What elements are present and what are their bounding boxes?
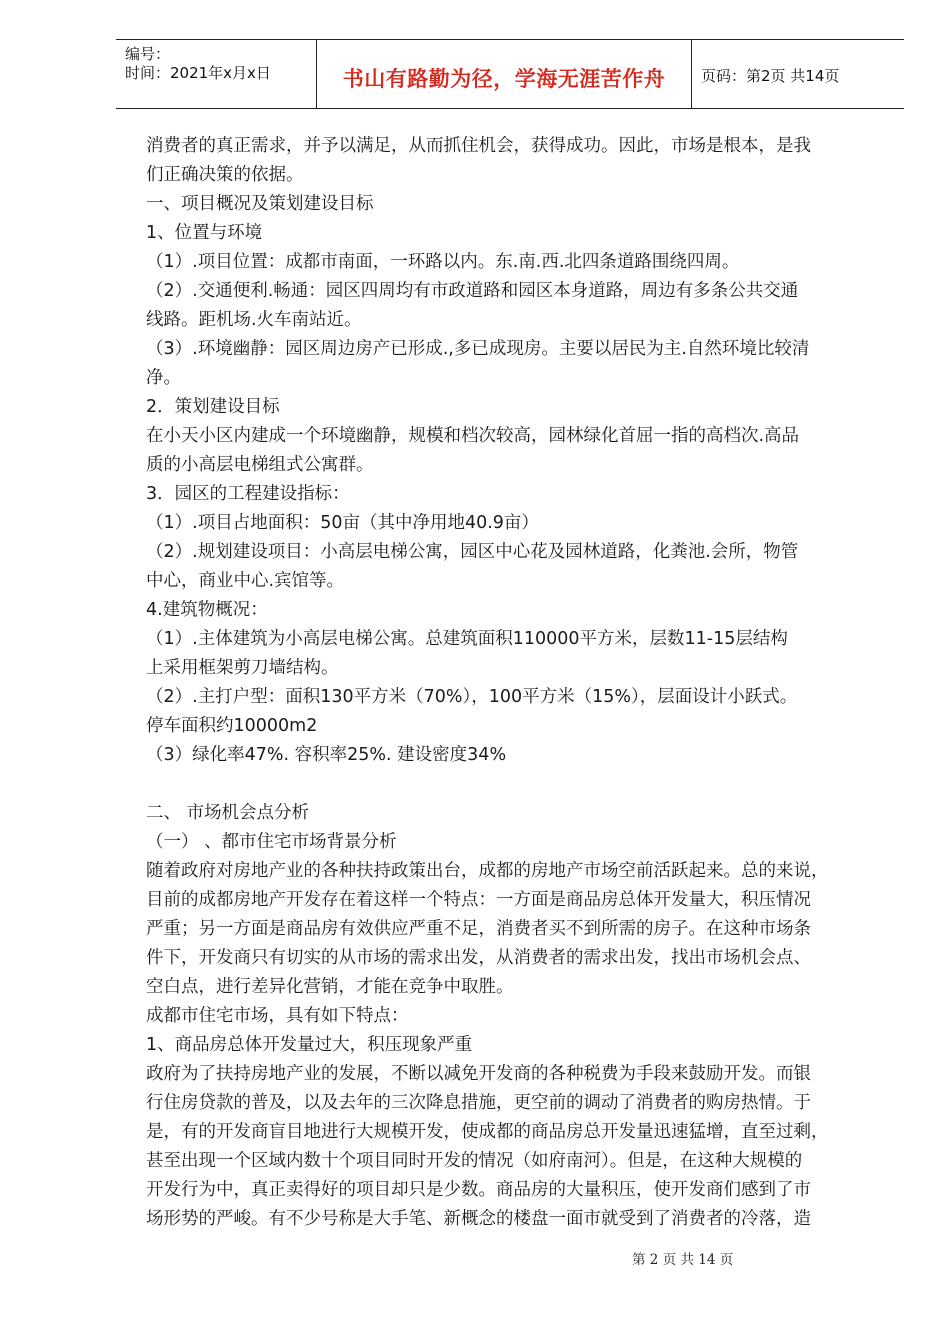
header-meta-cell xyxy=(116,40,316,108)
body-line: 是，有的开发商盲目地进行大规模开发，使成都的商品房总开发量迅速猛增，直至过剩， xyxy=(146,1122,829,1142)
body-line: 线路。距机场.火车南站近。 xyxy=(146,310,362,330)
header-page-info: 页码：第2页 共14页 xyxy=(701,67,840,85)
body-line: 空白点，进行差异化营销，才能在竞争中取胜。 xyxy=(146,977,514,997)
body-line: 中心，商业中心.宾馆等。 xyxy=(146,571,345,591)
header-motto-cell xyxy=(316,40,692,108)
body-line: 开发行为中，真正卖得好的项目却只是少数。商品房的大量积压，使开发商们感到了市 xyxy=(146,1180,811,1200)
body-line: （3）.环境幽静：园区周边房产已形成.,多已成现房。主要以居民为主.自然环境比较清 xyxy=(146,339,810,359)
body-line xyxy=(146,770,886,799)
body-line: 消费者的真正需求，并予以满足，从而抓住机会，获得成功。因此，市场是根本，是我 xyxy=(146,136,811,156)
body-line: 停车面积约10000m2 xyxy=(146,716,318,736)
body-line: 行住房贷款的普及，以及去年的三次降息措施，更空前的调动了消费者的购房热情。于 xyxy=(146,1093,811,1113)
body-line: 2．策划建设目标 xyxy=(146,397,280,417)
body-line: 质的小高层电梯组式公寓群。 xyxy=(146,455,374,475)
body-line: （1）.项目位置：成都市南面，一环路以内。东.南.西.北四条道路围绕四周。 xyxy=(146,252,740,272)
body-line: 随着政府对房地产业的各种扶持政策出台，成都的房地产市场空前活跃起来。总的来说， xyxy=(146,861,829,881)
body-line: 在小天小区内建成一个环境幽静，规模和档次较高，园林绿化首屈一指的高档次.高品 xyxy=(146,426,800,446)
body-line: 成都市住宅市场，具有如下特点： xyxy=(146,1006,409,1026)
body-line: 1、位置与环境 xyxy=(146,223,263,243)
body-line: 甚至出现一个区域内数十个项目同时开发的情况（如府南河）。但是，在这种大规模的 xyxy=(146,1151,803,1171)
body-line: 净。 xyxy=(146,368,181,388)
body-line: （2）.主打户型：面积130平方米（70%），100平方米（15%），层面设计小跃式。 xyxy=(146,687,798,707)
body-line: （2）.交通便利.畅通：园区四周均有市政道路和园区本身道路，周边有多条公共交通 xyxy=(146,281,799,301)
body-line: （1）.主体建筑为小高层电梯公寓。总建筑面积110000平方米，层数11-15层结构 xyxy=(146,629,788,649)
body-line: （3）绿化率47%. 容积率25%. 建设密度34% xyxy=(146,745,507,765)
document-date-label: 时间：2021年x月x日 xyxy=(125,64,271,82)
body-line: 上采用框架剪刀墙结构。 xyxy=(146,658,339,678)
document-header xyxy=(116,39,904,109)
body-line: 1、商品房总体开发量过大，积压现象严重 xyxy=(146,1035,473,1055)
document-body xyxy=(146,132,886,1234)
document-number-label: 编号： xyxy=(125,45,171,63)
body-line: 们正确决策的依据。 xyxy=(146,165,304,185)
header-motto: 书山有路勤为径，学海无涯苦作舟 xyxy=(342,66,666,91)
body-line: 3．园区的工程建设指标： xyxy=(146,484,350,504)
body-line: （2）.规划建设项目：小高层电梯公寓，园区中心花及园林道路，化粪池.会所，物管 xyxy=(146,542,799,562)
body-line: 目前的成都房地产开发存在着这样一个特点：一方面是商品房总体开发量大，积压情况 xyxy=(146,890,811,910)
body-line: 件下，开发商只有切实的从市场的需求出发，从消费者的需求出发，找出市场机会点、 xyxy=(146,948,811,968)
body-line: 场形势的严峻。有不少号称是大手笔、新概念的楼盘一面市就受到了消费者的冷落，造 xyxy=(146,1209,811,1229)
body-line: （1）.项目占地面积：50亩（其中净用地40.9亩） xyxy=(146,513,539,533)
body-line: 4.建筑物概况： xyxy=(146,600,268,620)
header-page-cell xyxy=(691,40,904,108)
page-footer: 第 2 页 共 14 页 xyxy=(632,1252,734,1268)
body-line: （一） 、都市住宅市场背景分析 xyxy=(146,832,397,852)
body-line: 严重；另一方面是商品房有效供应严重不足，消费者买不到所需的房子。在这种市场条 xyxy=(146,919,811,939)
body-line: 二、 市场机会点分析 xyxy=(146,803,310,823)
body-line: 政府为了扶持房地产业的发展，不断以减免开发商的各种税费为手段来鼓励开发。而银 xyxy=(146,1064,811,1084)
body-line: 一、项目概况及策划建设目标 xyxy=(146,194,374,214)
